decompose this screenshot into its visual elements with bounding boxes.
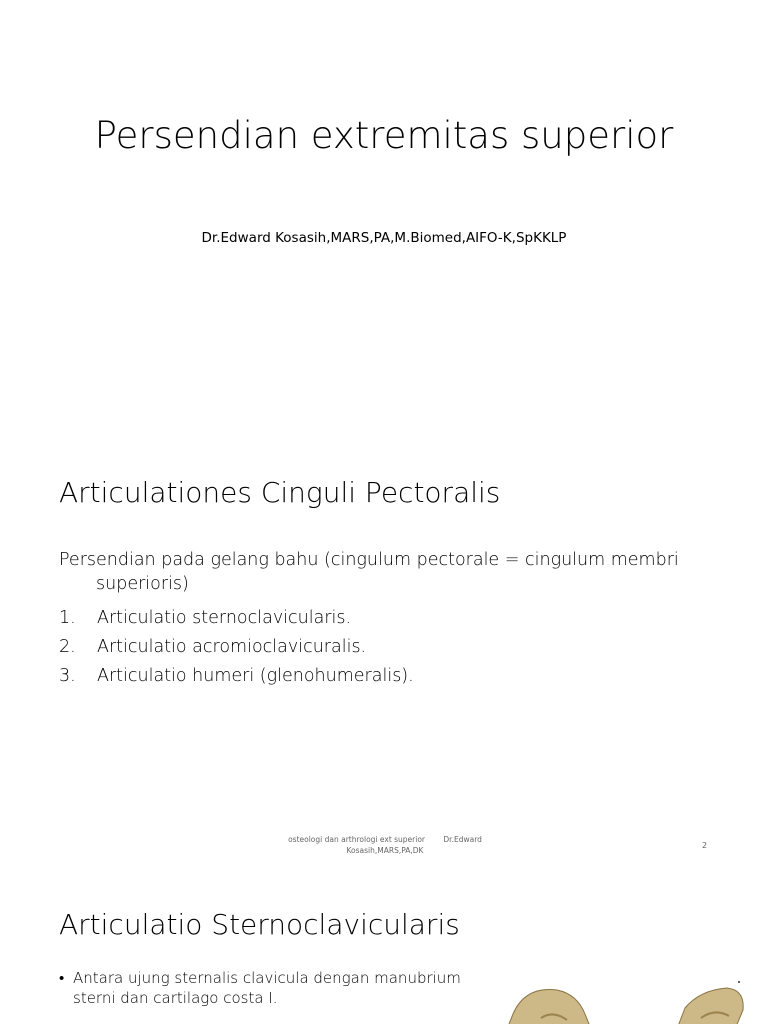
clavicle-bone-illustration-icon xyxy=(505,974,745,1024)
footer-right: Dr.Edward xyxy=(443,835,482,844)
content-slide-sternoclavicularis xyxy=(0,864,768,1024)
slide-heading: Articulatio Sternoclavicularis xyxy=(59,908,460,941)
slide-heading: Articulationes Cinguli Pectoralis xyxy=(59,476,501,509)
list-item xyxy=(59,664,719,693)
bullet-list xyxy=(59,968,489,1014)
list-text: Articulatio sternoclavicularis. xyxy=(97,608,352,628)
intro-paragraph xyxy=(59,548,719,596)
footer-left: osteologi dan arthrologi ext superior xyxy=(288,835,426,844)
page-number: 2 xyxy=(702,841,708,850)
footer-line-2: Kosasih,MARS,PA,DK xyxy=(346,846,424,855)
list-number: 1. xyxy=(59,608,76,628)
list-item xyxy=(59,606,719,635)
intro-line-2: superioris) xyxy=(96,574,189,594)
author-line: Dr.Edward Kosasih,MARS,PA,M.Biomed,AIFO-K,SpKKLP xyxy=(201,230,567,246)
list-text: Articulatio acromioclavicuralis. xyxy=(97,637,367,657)
bullet-text: Antara ujung sternalis clavicula dengan manubrium sterni dan cartilago costa I. xyxy=(73,969,461,1007)
content-slide-pectoralis xyxy=(0,432,768,864)
intro-line-1: Persendian pada gelang bahu (cingulum pectorale = cingulum membri xyxy=(59,550,679,570)
numbered-list xyxy=(59,606,719,693)
list-item xyxy=(59,635,719,664)
list-item xyxy=(59,968,489,1008)
title-slide xyxy=(0,0,768,432)
list-number: 2. xyxy=(59,637,76,657)
bullet-icon: • xyxy=(59,969,65,987)
presentation-title: Persendian extremitas superior xyxy=(94,114,674,157)
slide-footer xyxy=(270,834,500,856)
list-text: Articulatio humeri (glenohumeralis). xyxy=(97,666,414,686)
list-number: 3. xyxy=(59,666,76,686)
